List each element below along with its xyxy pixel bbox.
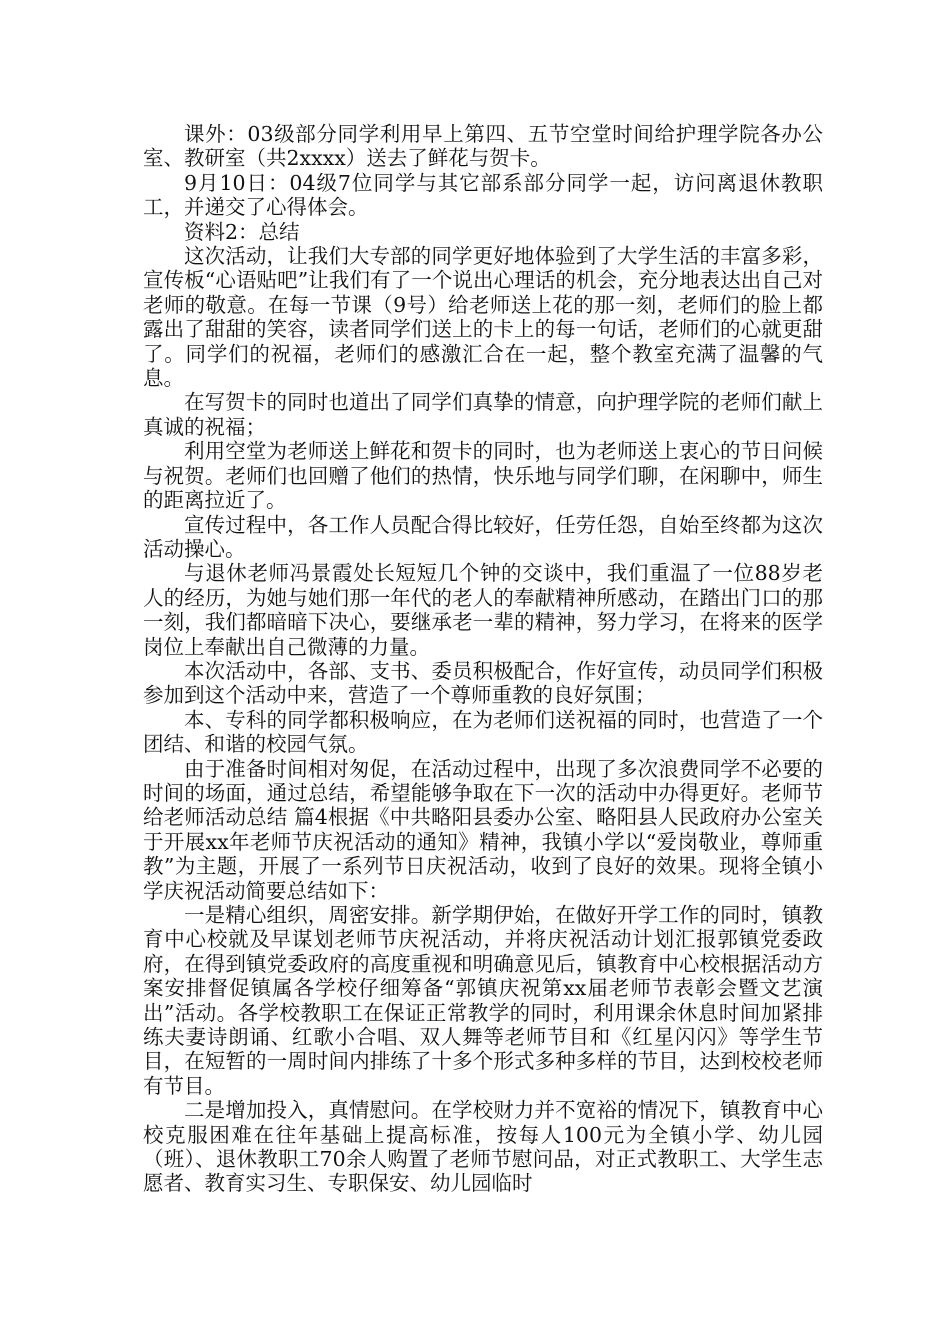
paragraph-flowers-and-cards: 利用空堂为老师送上鲜花和贺卡的同时，也为老师送上衷心的节日问候与祝贺。老师们也回赠了他们的热情，快乐地与同学们聊，在闲聊中，师生的距离拉近了。	[143, 439, 823, 513]
paragraph-careful-organization: 一是精心组织，周密安排。新学期伊始，在做好开学工作的同时，镇教育中心校就及早谋划老师节庆祝活动，并将庆祝活动计划汇报郭镇党委政府，在得到镇党委政府的高度重视和明确意见后，镇教育中心校根据活动方案安排督促镇属各学校仔细筹备“郭镇庆祝第xx届老师节表彰会暨文艺演出”活动。各学校教职工在保证正常教学的同时，利用课余休息时间加紧排练夫妻诗朗诵、红歌小合唱、双人舞等老师节目和《红星闪闪》等学生节目，在短暂的一周时间内排练了十多个形式多种多样的节目，达到校校老师有节目。	[143, 903, 823, 1098]
paragraph-sept-10-visit: 9月10日：04级7位同学与其它部系部分同学一起，访问离退休教职工，并递交了心得体会。	[143, 170, 823, 220]
paragraph-department-cooperation: 本次活动中，各部、支书、委员积极配合，作好宣传，动员同学们积极参加到这个活动中来，营造了一个尊师重教的良好氛围；	[143, 658, 823, 708]
paragraph-increased-investment: 二是增加投入，真情慰问。在学校财力并不宽裕的情况下，镇教育中心校克服困难在往年基础上提高标准，按每人100元为全镇小学、幼儿园（班）、退休教职工70余人购置了老师节慰问品，对正式教职工、大学生志愿者、教育实习生、专职保安、幼儿园临时	[143, 1098, 823, 1196]
paragraph-publicity-staff: 宣传过程中，各工作人员配合得比较好，任劳任怨，自始至终都为这次活动操心。	[143, 512, 823, 561]
paragraph-extracurricular: 课外：03级部分同学利用早上第四、五节空堂时间给护理学院各办公室、教研室（共2xxxx）送去了鲜花与贺卡。	[143, 122, 823, 171]
document-body	[143, 122, 823, 1196]
paragraph-student-response: 本、专科的同学都积极响应，在为老师们送祝福的同时，也营造了一个团结、和谐的校园气氛。	[143, 707, 823, 757]
paragraph-material-2-heading: 资料2：总结	[184, 219, 300, 244]
paragraph-retired-teacher-visit: 与退休老师冯景霞处长短短几个钟的交谈中，我们重温了一位88岁老人的经历，为她与她们那一年代的老人的奉献精神所感动，在踏出门口的那一刻，我们都暗暗下决心，要继承老一辈的精神，努力学习，在将来的医学岗位上奉献出自己微薄的力量。	[143, 561, 823, 659]
paragraph-activity-summary: 这次活动，让我们大专部的同学更好地体验到了大学生活的丰富多彩，宣传板“心语贴吧”让我们有了一个说出心理话的机会，充分地表达出自己对老师的敬意。在每一节课（9号）给老师送上花的那一刻，老师们的脸上都露出了甜甜的笑容，读者同学们送上的卡上的每一句话，老师们的心就更甜了。同学们的祝福，老师们的感激汇合在一起，整个教室充满了温馨的气息。	[143, 244, 823, 391]
paragraph-greeting-cards: 在写贺卡的同时也道出了同学们真挚的情意，向护理学院的老师们献上真诚的祝福；	[143, 390, 823, 439]
paragraph-shortcomings-and-article-4: 由于准备时间相对匆促，在活动过程中，出现了多次浪费同学不必要的时间的场面，通过总结，希望能够争取在下一次的活动中办得更好。老师节给老师活动总结 篇4根据《中共略阳县委办公室、略阳县人民政府办公室关于开展xx年老师节庆祝活动的通知》精神，我镇小学以“爱岗敬业，尊师重教”为主题，开展了一系列节日庆祝活动，收到了良好的效果。现将全镇小学庆祝活动简要总结如下：	[143, 756, 823, 903]
